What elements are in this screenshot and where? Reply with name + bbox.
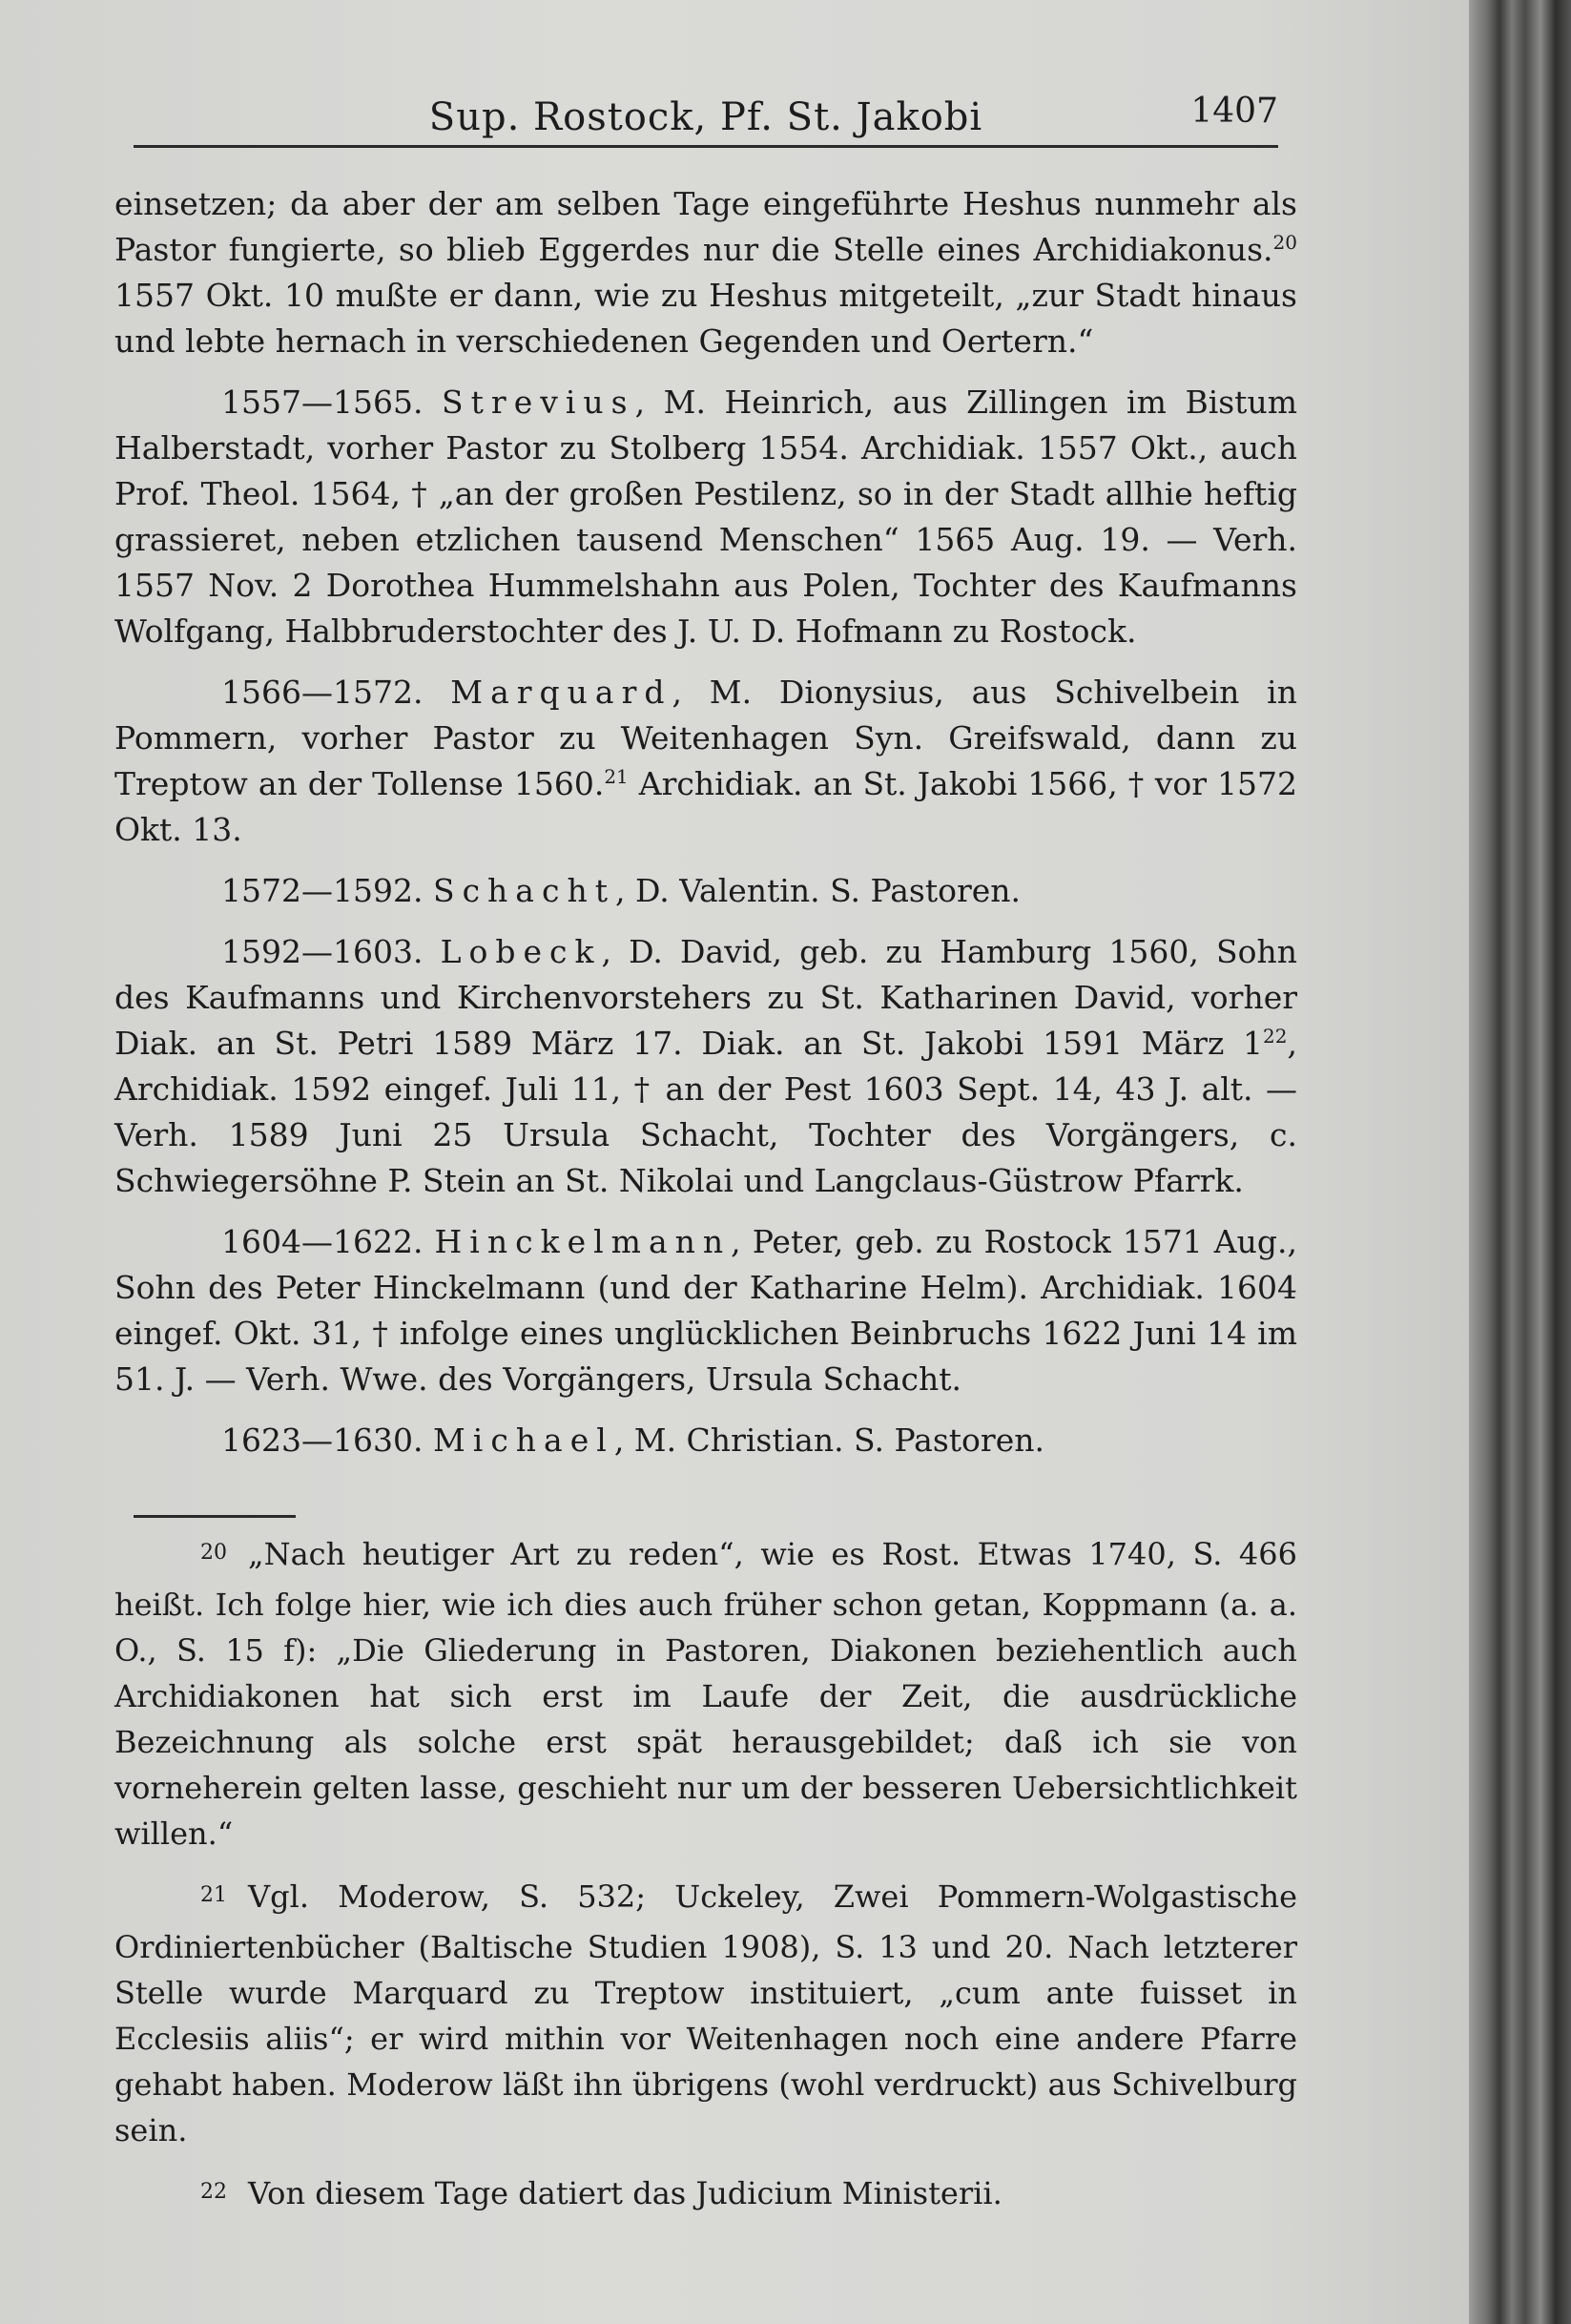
entry-name: Strevius	[442, 384, 635, 421]
entry-marquard: 1566—1572. Marquard, M. Dionysius, aus Schivelbein in Pommern, vorher Pastor zu Weitenhagen Syn. Greifswald, dann zu Treptow an der Tollense 1560.21 Archidiak. an St. Jakobi 1566, † vor 1572 Okt. 13.	[114, 674, 1297, 848]
entry-years: 1557—1565.	[221, 384, 424, 421]
footnote-21: 21 Vgl. Moderow, S. 532; Uckeley, Zwei Pommern-Wolgastische Ordiniertenbücher (Baltische Studien 1908), S. 13 und 20. Nach letzterer Stelle wurde Marquard zu Treptow instituiert, „cum ante fuisset in Ecclesiis aliis“; er wird mithin vor Weitenhagen noch eine andere Pfarre gehabt haben. Moderow läßt ihn übrigens (wohl verdruckt) aus Schivelburg sein.	[114, 1878, 1297, 2148]
entry-years: 1592—1603.	[221, 933, 424, 970]
footnote-number: 22	[200, 2180, 227, 2204]
main-text	[114, 181, 1297, 1479]
entry-name: Michael	[432, 1421, 614, 1459]
entry-lobeck: 1592—1603. Lobeck, D. David, geb. zu Hamburg 1560, Sohn des Kaufmanns und Kirchenvorstehers zu St. Katharinen David, vorher Diak. an St. Petri 1589 März 17. Diak. an St. Jakobi 1591 März $1^{22}$, Archidiak. 1592 eingef. Juli 11, † an der Pest 1603 Sept. 14, 43 J. alt. — Verh. 1589 Juni 25 Ursula Schacht, Tochter des Vorgängers, c. Schwiegersöhne P. Stein an St. Nikolai und Langclaus-Güstrow Pfarrk.	[114, 933, 1297, 1199]
entry-name: Marquard	[450, 674, 672, 711]
entry-schacht: 1572—1592. Schacht, D. Valentin. S. Pastoren.	[221, 872, 1022, 909]
entry-name: Hinckelmann	[434, 1223, 732, 1260]
header-rule	[134, 145, 1278, 148]
footnote-22: 22 Von diesem Tage datiert das Judicium Ministerii.	[200, 2175, 1003, 2211]
entry-michael: 1623—1630. Michael, M. Christian. S. Pastoren.	[221, 1421, 1044, 1459]
footnote-rule	[134, 1515, 296, 1518]
page-number: 1407	[1190, 92, 1278, 131]
footnote-ref: 21	[604, 765, 629, 788]
entry-name: Lobeck	[440, 933, 602, 970]
running-header	[134, 92, 1278, 143]
entry-years: 1572—1592.	[221, 872, 424, 909]
footnote-number: 20	[200, 1541, 227, 1565]
entry-years: 1623—1630.	[221, 1421, 424, 1459]
entry-years: 1566—1572.	[221, 674, 424, 711]
footnote-20: 20 „Nach heutiger Art zu reden“, wie es Rost. Etwas 1740, S. 466 heißt. Ich folge hier, wie ich dies auch früher schon getan, Koppmann (a. a. O., S. 15 f): „Die Gliederung in Pastoren, Diakonen beziehentlich auch Archidiakonen hat sich erst im Laufe der Zeit, die ausdrückliche Bezeichnung als solche erst spät herausgebildet; daß ich sie von vorneherein gelten lasse, geschieht nur um der besseren Uebersichtlichkeit willen.“	[114, 1536, 1297, 1852]
entry-hinckelmann: 1604—1622. Hinckelmann, Peter, geb. zu Rostock 1571 Aug., Sohn des Peter Hinckelmann (und der Katharine Helm). Archidiak. 1604 eingef. Okt. 31, † infolge eines unglücklichen Beinbruchs 1622 Juni 14 im 51. J. — Verh. Wwe. des Vorgängers, Ursula Schacht.	[114, 1223, 1297, 1398]
entry-strevius: 1557—1565. Strevius, M. Heinrich, aus Zillingen im Bistum Halberstadt, vorher Pastor zu Stolberg 1554. Archidiak. 1557 Okt., auch Prof. Theol. 1564, † „an der großen Pestilenz, so in der Stadt allhie heftig grassieret, neben etzlichen tausend Menschen“ 1565 Aug. 19. — Verh. 1557 Nov. 2 Dorothea Hummelshahn aus Polen, Tochter des Kaufmanns Wolfgang, Halbbruderstochter des J. U. D. Hofmann zu Rostock.	[114, 384, 1297, 650]
entry-years: 1604—1622.	[221, 1223, 424, 1260]
footnote-number: 21	[200, 1883, 227, 1907]
header-title: Sup. Rostock, Pf. St. Jakobi	[428, 95, 983, 139]
paragraph-continuation: einsetzen; da aber der am selben Tage eingeführte Heshus nunmehr als Pastor fungierte, so blieb Eggerdes nur die Stelle eines Archidiakonus.$^{20}$ 1557 Okt. 10 mußte er dann, wie zu Heshus mitgeteilt, „zur Stadt hinaus und lebte hernach in verschiedenen Gegenden und Oertern.“	[114, 185, 1297, 360]
entry-name: Schacht	[432, 872, 615, 909]
footnote-ref: 22	[1263, 1025, 1288, 1048]
footnotes	[114, 1531, 1297, 2238]
footnote-ref: 20	[1272, 231, 1297, 254]
book-spine-edge	[1469, 0, 1571, 2324]
